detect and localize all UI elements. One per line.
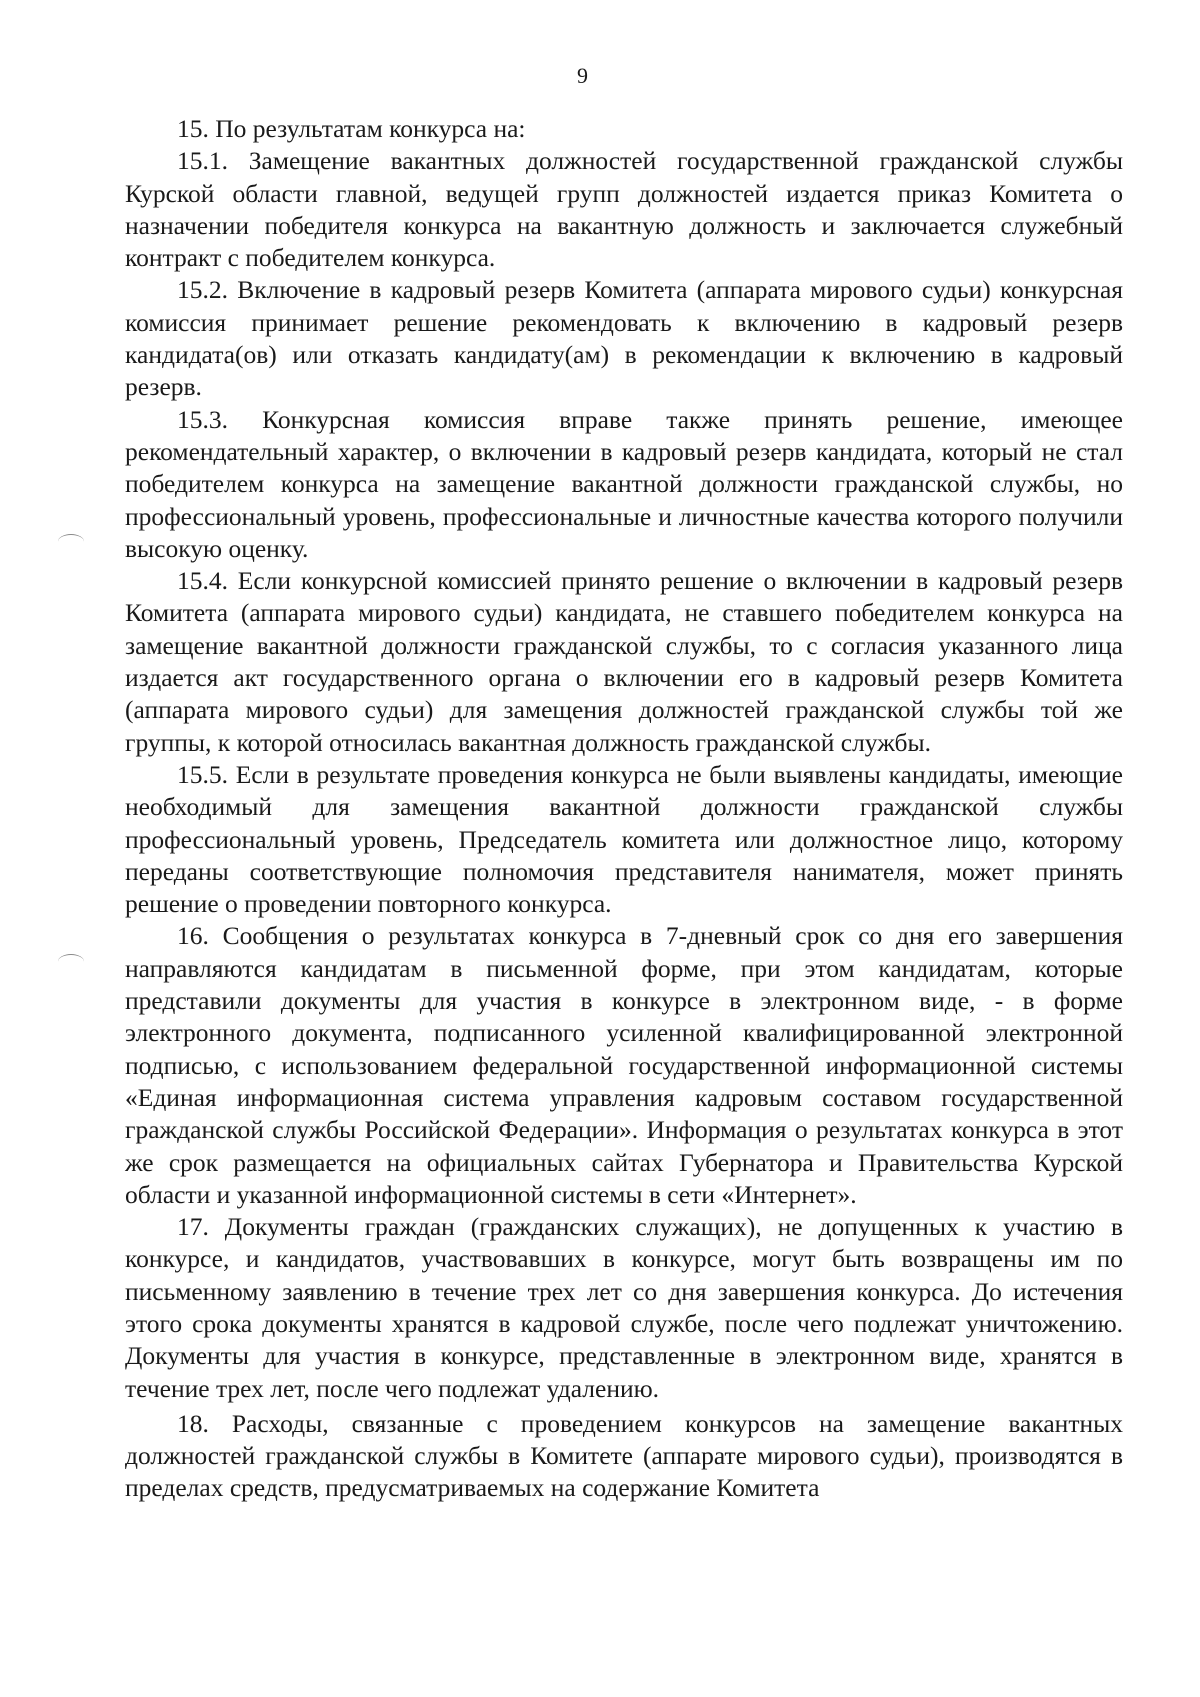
page-number: 9 — [577, 63, 588, 88]
paragraph-15-4: 15.4. Если конкурсной комиссией принято решение о включении в кадровый резерв Комитета (аппарата мирового судьи) кандидата, не ставшего победителем конкурса на замещение вакантной должности гражданской службы, то с согласия указанного лица издается акт государственного органа о включении его в кадровый резерв Комитета (аппарата мирового судьи) для замещения должностей гражданской службы той же группы, к которой относилась вакантная должность гражданской службы. — [125, 566, 1123, 757]
paragraph-18: 18. Расходы, связанные с проведением конкурсов на замещение вакантных должностей гражданской службы в Комитете (аппарате мирового судьи), производятся в пределах средств, предусматриваемых на содержание Комитета — [125, 1408, 1123, 1503]
scan-artifact-mark — [58, 954, 84, 969]
document-body — [125, 113, 1123, 1505]
paragraph-15-1: 15.1. Замещение вакантных должностей государственной гражданской службы Курской области главной, ведущей групп должностей издается приказ Комитета о назначении победителя конкурса на вакантную должность и заключается служебный контракт с победителем конкурса. — [125, 146, 1123, 273]
paragraph-15-3: 15.3. Конкурсная комиссия вправе также принять решение, имеющее рекомендательный характер, о включении в кадровый резерв кандидата, который не стал победителем конкурса на замещение вакантной должности гражданской службы, но профессиональный уровень, профессиональные и личностные качества которого получили высокую оценку. — [125, 404, 1123, 563]
paragraph-17: 17. Документы граждан (гражданских служащих), не допущенных к участию в конкурсе, и кандидатов, участвовавших в конкурсе, могут быть возвращены им по письменному заявлению в течение трех лет со дня завершения конкурса. До истечения этого срока документы хранятся в кадровой службе, после чего подлежат уничтожению. Документы для участия в конкурсе, представленные в электронном виде, хранятся в течение трех лет, после чего подлежат удалению. — [125, 1212, 1123, 1403]
paragraph-15-2: 15.2. Включение в кадровый резерв Комитета (аппарата мирового судьи) конкурсная комиссия принимает решение рекомендовать к включению в кадровый резерв кандидата(ов) или отказать кандидату(ам) в рекомендации к включению в кадровый резерв. — [125, 275, 1123, 402]
scan-artifact-mark — [58, 534, 84, 549]
paragraph-15-5: 15.5. Если в результате проведения конкурса не были выявлены кандидаты, имеющие необходимый для замещения вакантной должности гражданской службы профессиональный уровень, Председатель комитета или должностное лицо, которому переданы соответствующие полномочия представителя нанимателя, может принять решение о проведении повторного конкурса. — [125, 759, 1123, 919]
paragraph-15: 15. По результатам конкурса на: — [177, 114, 526, 143]
paragraph-16: 16. Сообщения о результатах конкурса в 7-дневный срок со дня его завершения направляются кандидатам в письменной форме, при этом кандидатам, которые представили документы для участия в конкурсе в электронном виде, - в форме электронного документа, подписанного усиленной квалифицированной электронной подписью, с использованием федеральной государственной информационной системы «Единая информационная система управления кадровым составом государственной гражданской службы Российской Федерации». Информация о результатах конкурса в этот же срок размещается на официальных сайтах Губернатора и Правительства Курской области и указанной информационной системы в сети «Интернет». — [125, 921, 1123, 1209]
